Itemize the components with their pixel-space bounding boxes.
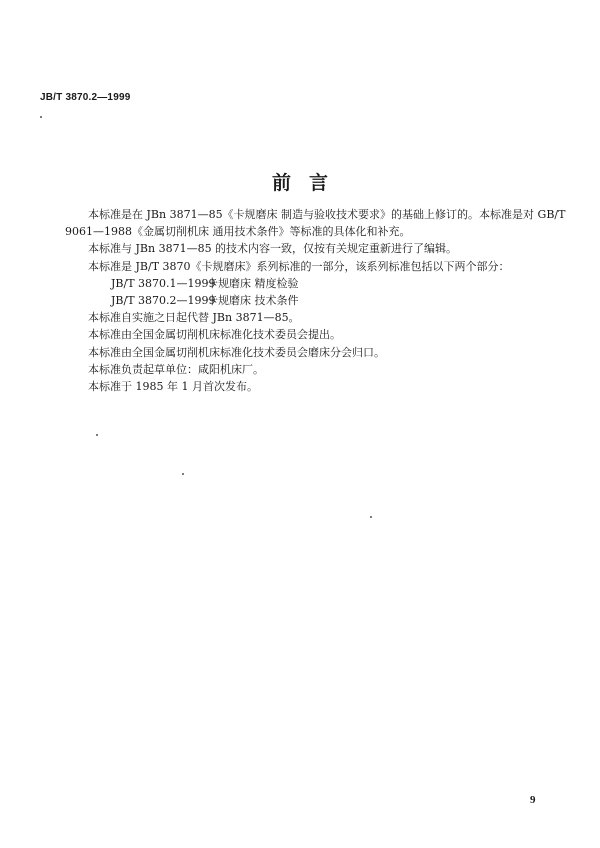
paragraph-first-issued: 本标准于 1985 年 1 月首次发布。 — [88, 380, 258, 394]
paragraph-basis-line1: 本标准是在 JBn 3871—85《卡规磨床 制造与验收技术要求》的基础上修订的。本标准是对 GB/T — [88, 208, 566, 221]
paragraph-replaces: 本标准自实施之日起代替 JBn 3871—85。 — [88, 311, 300, 325]
foreword-body — [65, 206, 568, 395]
paragraph-consistency: 本标准与 JBn 3871—85 的技术内容一致，仅按有关规定重新进行了编辑。 — [88, 242, 458, 256]
scan-speck — [370, 516, 372, 518]
standard-name: 卡规磨床 技术条件 — [207, 294, 299, 308]
paragraph-series: 本标准是 JB/T 3870《卡规磨床》系列标准的一部分，该系列标准包括以下两个部分： — [88, 259, 510, 273]
page-number: 9 — [530, 794, 536, 806]
page-title: 前言 — [271, 172, 346, 194]
list-item — [88, 275, 568, 292]
scan-speck — [182, 473, 184, 475]
scan-speck — [40, 116, 42, 118]
paragraph-drafted-by: 本标准负责起草单位：咸阳机床厂。 — [88, 362, 264, 376]
paragraph-administered-by: 本标准由全国金属切削机床标准化技术委员会磨床分会归口。 — [88, 345, 385, 359]
document-code: JB/T 3870.2—1999 — [40, 92, 131, 103]
paragraph-basis-line2: 9061—1988《金属切削机床 通用技术条件》等标准的具体化和补充。 — [65, 225, 411, 239]
list-item — [88, 292, 568, 309]
standard-name: 卡规磨床 精度检验 — [207, 276, 299, 290]
standard-code: JB/T 3870.2—1999 — [111, 294, 216, 308]
scan-speck — [96, 434, 98, 436]
paragraph-proposed-by: 本标准由全国金属切削机床标准化技术委员会提出。 — [88, 328, 341, 342]
standard-code: JB/T 3870.1—1999 — [111, 276, 216, 290]
